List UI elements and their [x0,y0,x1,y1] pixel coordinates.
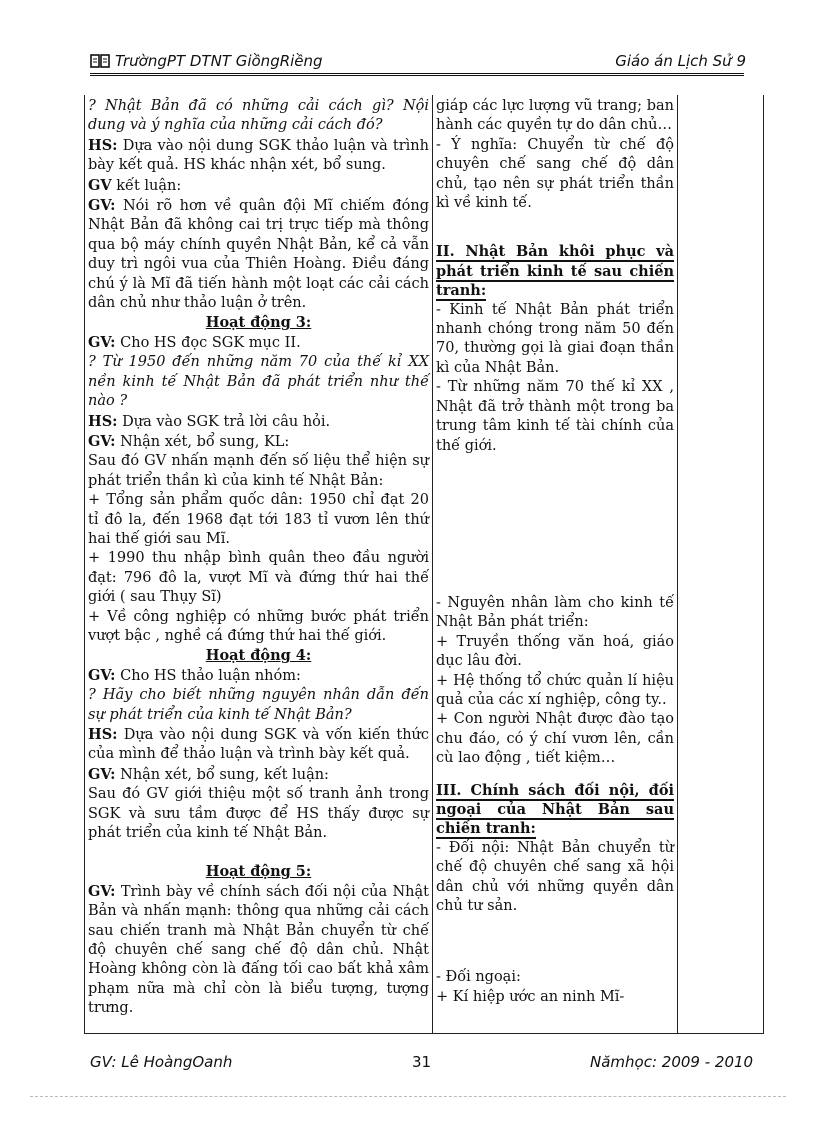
lesson-paragraph: + Tổng sản phẩm quốc dân: 1950 chỉ đạt 20 tỉ đô la, đến 1968 đạt tới 183 tỉ vươn lên thứ hai thế giới sau Mĩ. [88,492,429,547]
lesson-paragraph: Sau đó GV nhấn mạnh đến số liệu thể hiện sự phát triển thần kì của kinh tế Nhật Bản: [88,453,429,489]
lesson-paragraph: Sau đó GV giới thiệu một số tranh ảnh trong SGK và sưu tầm được để HS thấy được sự phát triển của kinh tế Nhật Bản. [88,786,429,842]
subject-title: Giáo án Lịch Sử 9 [615,52,746,70]
lesson-paragraph: GV: Nhận xét, bổ sung, kết luận: [88,765,329,783]
lesson-paragraph: GV: Trình bày về chính sách đối nội của Nhật Bản và nhấn mạnh: thông qua những cải cách sau chiến tranh mà Nhật Bản chuyển từ chế độ chuyên chế sang chế độ dân chủ. Nhật Hoàng không còn là đấng tối cao bất khả xâm phạm nữa mà chỉ còn là biểu tượng, tượng trưng. [88,882,429,1017]
lesson-paragraph: ? Nhật Bản đã có những cải cách gì? Nội dung và ý nghĩa của những cải cách đó? [88,98,429,134]
activity-heading: Hoạt động 5: [205,863,312,881]
speaker-label: HS: [88,412,118,430]
speaker-label: GV [88,176,112,194]
lesson-paragraph: GV: Nói rõ hơn về quân đội Mĩ chiếm đóng Nhật Bản đã không cai trị trực tiếp mà thông qua bộ máy chính quyền Nhật Bản, kể cả vẫn duy trì ngôi vua của Thiên Hoàng. Điều đáng chú ý là Mĩ đã tiến hành một loạt các cải cách dân chủ như thảo luận ở trên. [88,197,429,312]
content-line: - Đối ngoại: [436,969,521,986]
speaker-label: GV: [88,882,116,900]
content-line: + Hệ thống tổ chức quản lí hiệu quả của các xí nghiệp, công ty.. [436,672,674,708]
lesson-table [84,95,764,1034]
page-edge [30,1096,786,1097]
speaker-label: GV: [88,765,116,783]
lesson-paragraph [88,843,429,862]
content-column [436,97,674,1007]
content-line: - Ý nghĩa: Chuyển từ chế độ chuyên chế sang chế độ dân chủ, tạo nên sự phát triển thần kì về kinh tế. [436,136,674,212]
activity-heading: Hoạt động 4: [205,647,312,665]
footer-school-year: Nămhọc: 2009 - 2010 [590,1053,754,1071]
speaker-label: GV: [88,197,116,215]
content-line: - Từ những năm 70 thế kỉ XX , Nhật đã trở thành một trong ba trung tâm kinh tế tài chính của thế giới. [436,379,674,454]
book-icon [90,54,110,68]
school-name: TrườngPT DTNT GiồngRiềng [115,52,323,70]
lesson-paragraph: GV kết luận: [88,176,182,194]
speaker-label: HS: [88,726,118,743]
header-rule [90,73,744,76]
lesson-paragraph: ? Hãy cho biết những nguyên nhân dẫn đến sự phát triển của kinh tế Nhật Bản? [88,687,429,723]
lesson-paragraph: HS: Dựa vào nội dung SGK và vốn kiến thức của mình để thảo luận và trình bày kết quả. [88,726,429,763]
content-line: giáp các lực lượng vũ trang; ban hành các quyền tự do dân chủ… [436,98,674,134]
column-divider [432,95,433,1033]
lesson-paragraph: GV: Cho HS thảo luận nhóm: [88,666,301,684]
content-line: + Con người Nhật được đào tạo chu đáo, có ý chí vươn lên, cần cù lao động , tiết kiệm… [436,711,674,767]
content-block [436,594,674,769]
column-divider [677,95,678,1033]
page-number: 31 [412,1053,432,1071]
lesson-paragraph: HS: Dựa vào SGK trả lời câu hỏi. [88,412,331,430]
header-left [90,52,323,70]
content-block [436,968,674,1007]
activities-column [88,97,429,1019]
content-line: - Kinh tế Nhật Bản phát triển nhanh chóng trong năm 50 đến 70, thường gọi là giai đoạn thần kì của Nhật Bản. [436,301,674,376]
speaker-label: GV: [88,666,116,684]
page-header [90,52,746,74]
content-line: + Truyền thống văn hoá, giáo dục lâu đời. [436,633,674,670]
content-line: - Đối nội: Nhật Bản chuyển từ chế độ chuyên chế sang xã hội dân chủ với những quyền dân chủ tư sản. [436,839,674,914]
speaker-label: GV: [88,432,116,450]
content-block [436,97,674,213]
section-heading-2: II. Nhật Bản khôi phục và phát triển kinh tế sau chiến tranh: [436,243,674,300]
lesson-paragraph: + 1990 thu nhập bình quân theo đầu người đạt: 796 đô la, vượt Mĩ và đứng thứ hai thế giới ( sau Thụy Sĩ) [88,550,429,606]
lesson-paragraph: GV: Nhận xét, bổ sung, KL: [88,432,290,450]
footer-teacher: GV: Lê HoàngOanh [90,1053,233,1071]
content-block [436,839,674,917]
lesson-paragraph: HS: Dựa vào nội dung SGK thảo luận và trình bày kết quả. HS khác nhận xét, bổ sung. [88,136,429,174]
content-block [436,301,674,456]
speaker-label: HS: [88,136,118,154]
lesson-paragraph: + Về công nghiệp có những bước phát triển vượt bậc , nghề cá đứng thứ hai thế giới. [88,608,429,644]
speaker-label: GV: [88,333,116,351]
content-line: - Nguyên nhân làm cho kinh tế Nhật Bản phát triển: [436,594,674,631]
activity-heading: Hoạt động 3: [205,314,312,332]
lesson-paragraph: ? Từ 1950 đến những năm 70 của thế kỉ XX nền kinh tế Nhật Bản đã phát triển như thế nào ? [88,354,429,410]
section-heading-3: III. Chính sách đối nội, đối ngoại của Nhật Bản sau chiến tranh: [436,781,674,838]
lesson-paragraph: GV: Cho HS đọc SGK mục II. [88,333,301,351]
content-line: + Kí hiệp ước an ninh Mĩ- [436,988,625,1005]
